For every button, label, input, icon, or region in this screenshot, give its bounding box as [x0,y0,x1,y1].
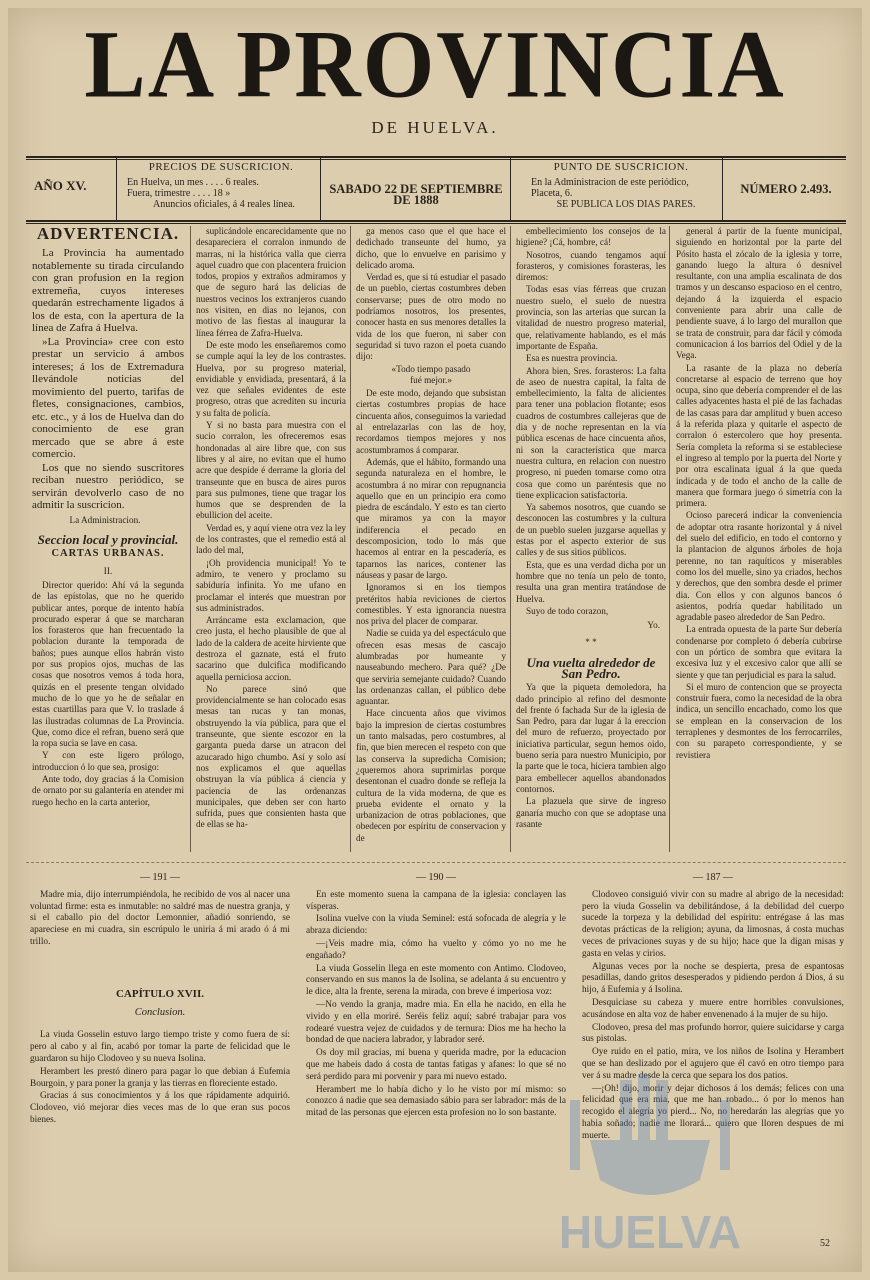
watermark-text: HUELVA [558,1206,742,1258]
fold-line [26,862,846,863]
info-bar [26,158,846,220]
prices-box [121,158,321,220]
paragraph: La rasante de la plaza no debería concretarse al espacio de terreno que hoy ocupa, sino que debería comprender el de las calles adyacentes hasta el pié de las fachadas de las casas para dar amplitud y buen acceso á la referida plaza y quitarle el aspecto de corralon ó estercolero que hoy presenta. Sería completa la reforma si se estableciese el ingreso al templo por la puerta del Norte y por otra escalinata igual á la que queda indicada y de todo el ancho de la calle de manera que formara juego ó simetría con la primera. [676,362,842,509]
paragraph: ¡Oh providencia municipal! Yo te admiro, te venero y proclamo su sabiduría infinita. Yo me ufano en proclamar el interés que muestran por sus administrados. [196,557,346,613]
paragraph: Algunas veces por la noche se despierta, presa de espantosas pesadillas, dando gritos desesperados y pidiendo perdon á Dios, á su hijo, á Eufemia y á Isolina. [582,961,844,996]
paragraph: Y con este ligero prólogo, introduccion ó lo que sea, prosigo: [32,750,184,772]
paragraph: Arráncame esta exclamacion, que creo justa, el hecho plausible de que al lado de la caldera de aceite hirviente que destroza el gaznate, está el fruto sacarino que dulcifica modificando aquella perniciosa accion. [196,615,346,682]
column-1 [32,226,184,852]
paragraph: Ante todo, doy gracias á la Comision de ornato por su galantería en atender mi ruego hecho en la carta anterior, [32,774,184,807]
paragraph: Herambert me lo había dicho y lo he visto por mí mismo: so conozco á nadie que sea demasiado sábio para ser labrador: más de la mitad de las personas que ejercen esta profesion no lo son bastante. [306,1084,566,1119]
column-3 [356,226,506,852]
signature: Yo. [647,620,660,631]
paragraph: Clodoveo consiguió vivir con su madre al abrigo de la necesidad: pero la viuda Gosselin va debilitándose, á la debilidad del cuerpo sucede la torpeza y la debilidad del espíritu: entrégase á las mas devotas prácticas de la religion; ayuna, da limosnas, á costa muchas veces de privaciones suyas y de su hijo; hace que la digan misas y gasta en velas y cirios. [582,889,844,959]
paragraph: Madre mia, dijo interrumpiéndola, he recibido de vos al nacer una voluntad firme: esta es inmutable: no saldré mas de nuestra granja, y si el caballo pio del doctor Lemonnier, añadió sonriendo, se apareciese en mi cuadra, sin escrúpulo le uniria á mi arado ó á mi trillo. [30,889,290,947]
paragraph: En este momento suena la campana de la iglesia: conclayen las vísperas. [306,889,566,912]
paragraph: —¡Veis madre mia, cómo ha vuelto y cómo yo no me he engañado? [306,938,566,961]
paragraph: La plazuela que sirve de ingreso ganaría mucho con que se adoptase una rasante [516,796,666,829]
paragraph: De este modo les enseñaremos como se cumple aquí la ley de los contrastes. Huelva, por su progreso material, envidiable y envidiada, presentará, á la vez que señales evidentes de este progreso, otras que acrediten su incuria y su falta de policía. [196,339,346,418]
paragraph: Oye ruido en el patio, mira, ve los niños de Isolina y Herambert que se han deslizado por el agujero que él cavó en otro tiempo para ver á su madre desde la cerca que separa los dos patios. [582,1047,844,1081]
advert-block [32,247,184,512]
paragraph: La viuda Gosselin estuvo largo tiempo triste y como fuera de sí: pero al cabo y al fin, acabó por tomar la parte de felicidad que le guardaron su hijo Clodoveo y su nueva Isolina. [30,1030,290,1064]
paragraph: Todas esas vías férreas que cruzan nuestro suelo, el suelo de nuestra provincia, son las arterias que surcan la vitalidad de nuestro progreso material, que, relativamente hablando, es el más importante de España. [516,284,666,351]
separator-stars: * * [585,637,597,648]
issue-number: NÚMERO 2.493. [740,182,832,196]
paragraph: Esa es nuestra provincia. [526,353,618,364]
folletin-section [26,872,846,1252]
folletin-left [30,872,290,1128]
paragraph: La viuda Gosselin llega en este momento con Antimo. Clodoveo, conservando en sus manos la de Isolina, se adelanta á su encuentro y le dice, alta la frente, serena la mirada, con breve é imperiosa voz: [306,963,566,998]
price-line-1: En Huelva, un mes . . . . 6 reales. [127,177,259,188]
folletin-right [582,872,844,1144]
point-line-3: SE PUBLICA LOS DIAS PARES. [556,199,696,210]
paragraph: Os doy mil gracias, mi buena y querida madre, por la educacion que me habeis dado á costa de tantas fatigas y afanes: lo que sé no será perdido para mi porvenir y para mi nuevo estado. [306,1048,566,1082]
info-divider [116,158,117,220]
quote-line: «Todo tiempo pasado [391,363,471,374]
prices-title: PRECIOS DE SUSCRICION. [148,161,294,173]
folletin-middle [306,872,566,1121]
paragraph: general á partir de la fuente municipal, siguiendo en horizontal por la parte del Pósito hasta el zócalo de la iglesia y torre, ganando luego la altura ó desnivel resultante, con una amplia escalinata de dos tramos y un descanso espacioso en el centro, dejando á la izquierda el espacio conveniente para abrir una calle de pendiente suave, á lo largo del murallon que se trata de construir, para dar fácil y cómoda comunicacion á los barrios del Odiel y de la Vega. [676,226,842,361]
price-line-3: Anuncios oficiales, á 4 reales línea. [153,199,295,210]
paragraph: embellecimiento los consejos de la higiene? ¡Cá, hombre, cá! [516,226,666,248]
paragraph: Ya sabemos nosotros, que cuando se desconocen las costumbres y la cultura de un pueblo suelen juzgarse aquellas y estas por el aspecto exterior de sus calles y de sus sitios públicos. [516,502,666,558]
paragraph: —¡Oh! dijo, morir y dejar dichosos á los demás; felices con una felicidad que era mia, que me han robado... ó por lo menos han recogido el alegría yo pierd... No, no heredarán las alegrías que yo habia soñado; nadie me llorará... quiero que lloren despues de mi muerte. [582,1083,844,1141]
paragraph: Herambert les prestó dinero para pagar lo que debian á Eufemia Bourgoin, y para poner la granja y las tierras en floreciente estado. [30,1066,290,1089]
info-divider [722,158,723,220]
paragraph: Nadie se cuida ya del espectáculo que ofrecen esas mesas de cascajo alumbradas por humeante y nauseabundo mechero. Para qué? ¿De que serviria semejante cuidado? Cuando las ordenanzas callan, el público debe aguantar. [356,628,506,707]
price-line-2: Fuera, trimestre . . . . 18 » [127,188,231,199]
footer-number: 52 [820,1238,830,1249]
paragraph: Hace cincuenta años que vivimos bajo la impresion de ciertas costumbres un tanto malsadas, pero costumbres, al fin, que bien merecen el respeto con que las conserva la supredicha Comision; ¿queremos ahora suprimirlas porque desentonan el cuadro donde se refleja la cultura de la vida moderna, de que es prueba evidente el ornato y la urbanizacion de otras poblaciones, que obedecen por espíritu de conservacion y de [356,708,506,843]
column-5 [676,226,842,852]
advert-heading: ADVERTENCIA. [36,226,180,243]
point-line-2: Placeta, 6. [531,188,573,199]
chapter-subtitle: Conclusion. [134,1006,186,1018]
paragraph: Verdad es, y aquí viene otra vez la ley de los contrastes, que el remedio está al lado del mal, [196,522,346,556]
paragraph: Y si no basta para muestra con el sucio corralon, les ofreceremos esas hondonadas al aire libre que, con sus libres y al aire, no evitan que el humo acre que despide é derrame la gloria del transeunte que en busca de aires puros para sus pulmones, tiene que tragar los humos que se desprenden de la ebullicion del aceite. [196,420,346,521]
column-2 [196,226,346,852]
paragraph: Director querido: Ahí vá la segunda de las epístolas, que no he querido publicar antes, porque de intento había procurado esperar á que se marcharan los forasteros que han frecuentado la poblacion durante la temporada de baños; pues aunque ellos habrán visto por sus propios ojos, muchas de las cosas que nosotros vemos á toda hora, quizás en el presente tengan olvidado mucho de lo que yo he de señalar en estas cuartillas para que V. lo traslade á las ilustradas columnas de La Provincia. Que, como dice el refran, bueno será que la ropa sucia se lave en casa. [32,579,184,749]
paragraph: De este modo, dejando que subsistan ciertas costumbres propias de hace cincuenta años, conseguimos la variedad al entrelazarlas con las de hoy, recordamos tiempos mejores y nos acostumbramos á comparar. [356,388,506,455]
paragraph: Además, que el hábito, formando una segunda naturaleza en el hombre, le acostumbra á no mirar con repugnancia aquello que en un principio era como piedra de escándalo. Y esto es tan cierto que miramos ya con la mayor indiferencia el pecado en descomposicion, todo lo más que hacemos al entrar en la pescadería, es taparnos las narices, contener las náuseas y pasar de largo. [356,456,506,580]
advert-paragraph: »La Provincia» cree con esto prestar un servicio á ambos intereses; á los de Extremadura llevándole noticias del movimiento del puerto, tarifas de fletes, consignaciones, cambios, etc. etc., y á los de Huelva dan do conocimiento de ese gran mercado que se abre á este comercio. [32,335,184,461]
issue-date: SABADO 22 DE SEPTIEMBRE DE 1888 [329,182,503,207]
roman-numeral: II. [103,565,113,576]
paragraph: ga menos caso que el que hace el dedichado transeunte del humo, ya dicho, que lo envuelve en parisimo y delicado aroma. [356,226,506,270]
paragraph: Ocioso parecerá indicar la conveniencia de adoptar otra rasante horizontal y á nivel del suelo del edificio, en todo el contorno y la plantacion de algunos árboles de hoja perenne, no tan raquíticos y miserables como los del muelle, sino ya criados, hechos y derechos, que den sombra desde el primer dia. Con ellos y con algunos bancos ó asientos, podría quedar habilitado un agradable paseo alrededor de San Pedro. [676,510,842,623]
paragraph: —No vendo la granja, madre mia. En ella he nacido, en ella he vivido y en ella moriré. Seréis feliz aquí; sabré trabajar para vos rodearé vuestra vejez de cuidados y de ternura: Dios me ha hecho la bondad de que naciera labrador, y labrador seré. [306,999,566,1046]
paragraph: Ignoramos si en los tiempos pretéritos había reviciones de ciertos comestibles. Y esta ignorancia nuestra nos priva del placer de comparar. [356,582,506,627]
section-heading: Seccion local y provincial. [37,532,179,548]
paragraph: Si el muro de contencion que se proyecta construir fuera, como la necesidad de la obra indica, un sencillo encachado, como los que se emplean en la conservacion de los terraplenes y desmontes de los ferrocarriles, con su parapeto correspondiente, y se revistiera [676,681,842,760]
paragraph: La entrada opuesta de la parte Sur debería condenarse por completo ó debería cubrirse con un pórtico de sombra que evitara la excesiva luz y el excesivo calor que allí se siente y que tan perjudicial es para la salud. [676,624,842,680]
info-divider [320,158,321,220]
paragraph: Suyo de todo corazon, [526,605,609,616]
paragraph: Ya que la piqueta demoledora, ha dado principio al refino del desmonte del frente ó fachada Sur de la iglesia de San Pedro, para dar lugar á la ereccion del muro de refuerzo, proyectado por iniciativa particular, segun hemos oido, bueno sería para nuestro Municipio, por la parte que le toca, hiciera tambien algo para embellecer aquellos abandonados contornos. [516,682,666,794]
paragraph: Gracias á sus conocimientos y á los que rápidamente adquirió. Clodoveo, vió mejorar dies veces mas de lo que eran sus pocos bienes. [30,1091,290,1125]
advert-paragraph: Los que no siendo suscritores reciban nuestro periódico, se servirán devolverlo caso de no admitir la suscricion. [32,461,184,512]
quote-line: fué mejor.» [410,374,452,385]
paragraph: Clodoveo, presa del mas profundo horror, quiere suicidarse y carga sus pistolas. [582,1022,844,1045]
page-number: — 187 — [693,872,733,883]
paragraph: Desquiciase su cabeza y muere entre horribles convulsiones, acusándose en alta voz de haber envenenado á la mujer de su hijo. [582,997,844,1020]
paragraph: Esta, que es una verdad dicha por un hombre que no tenía un pelo de tonto, resulta una gran mentira tratándose de Huelva. [516,559,666,604]
advert-signature: La Administracion. [69,514,141,525]
subscription-point-box [521,158,721,220]
column-4 [516,226,666,852]
masthead-title: LA PROVINCIA [84,10,786,118]
paragraph: Ahora bien, Sres. forasteros: La falta de aseo de nuestra capital, la falta de embellecimiento, la falta de alicientes para tener una poblacion flotante; esos cuadros de costumbres callejeras que de dia y de noche representan en la vía pública escenas de hace cincuenta años, ni son la característica que marca nuestra cultura, en relacion con nuestro progreso, ni pueden tomarse como otra cosa que como un paréntesis que no tiene explicacion satisfactoria. [516,365,666,500]
masthead-subtitle: DE HUELVA. [371,118,499,137]
advert-paragraph: La Provincia ha aumentado notablemente su tirada circulando con gran profusion en la region extremeña, cuyos intereses quedarán estrechamente ligados á los de esta, con la apertura de la línea de Zafra á Huelva. [32,247,184,335]
page-number: — 191 — [140,872,180,883]
cartas-heading: CARTAS URBANAS. [51,548,165,560]
year-label: AÑO XV. [34,178,87,193]
info-divider [510,158,511,220]
paragraph: Nosotros, cuando tengamos aquí forasteros, y comisiones forasteras, les diremos: [516,249,666,283]
chapter-heading: CAPÍTULO XVII. [115,987,204,1000]
point-title: PUNTO DE SUSCRICION. [553,161,689,173]
page-number: — 190 — [416,872,456,883]
section-heading: Una vuelta alrededor de San Pedro. [526,654,656,681]
front-page-columns [26,226,846,852]
paragraph: No parece sinó que providencialmente se han colocado esas mesas tan rucas y tan monas, obstruyendo la vía pública, para que el transeunte, que siente escozor en la garganta pueda darse un atracon del azucarado higo chumbo. Así y solo así nos explicamos el que aquellas obstruyan la vía pública á ciencia y paciencia de las ordenanzas municipales, que deben ser con harto sufrida, pues que consienten hasta que de ellas se ha- [196,683,346,830]
paragraph: Isolina vuelve con la viuda Seminel: está sofocada de alegría y le abraza diciendo: [306,914,566,937]
point-line-1: En la Administracion de este periódico, [531,177,689,188]
paragraph: suplicándole encarecidamente que no desapareciera el corralon inmundo de marras, ni la histórica valla que cierra aquel cuadro que con placentera fruicion todos, propios y extraños admiramos y que de seguro hará las delicias de nuestros vecinos los extranjeros cuando nos visiten, en dias no lejanos, con motivo de las fiestas al inaugurar la línea férrea de Zafra-Huelva. [196,226,346,338]
paragraph: Verdad es, que si tú estudiar el pasado de un pueblo, ciertas costumbres deben conservarse; pues de otro modo no podríamos nosotros, los presentes, conocer hasta en sus menores detalles la vida de los que fueron, ni saber con seguridad si tuvo razon el poeta cuando dijo: [356,272,506,362]
